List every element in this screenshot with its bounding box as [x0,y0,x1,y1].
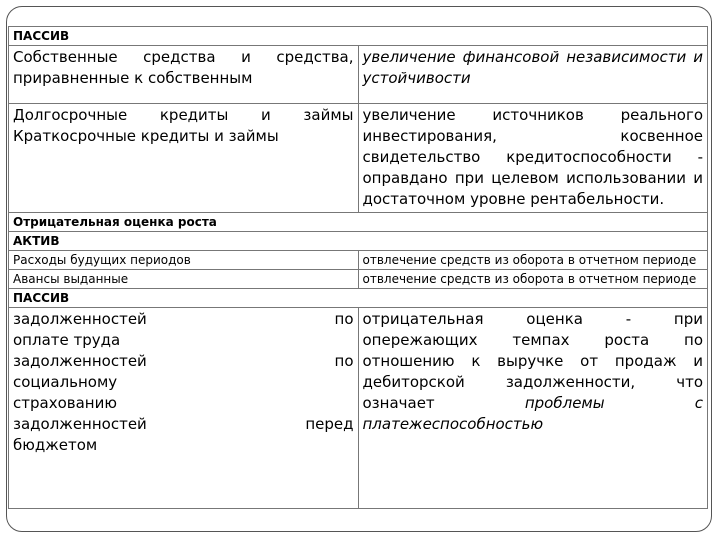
word: социальному [13,373,118,391]
word: страхованию [13,394,117,412]
advances-label: Авансы выданные [9,270,359,289]
word: и [693,48,703,66]
credits-description: увеличение источников реального инвестирования, косвенное свидетельство кредитоспособности - оправдано при целевом использовании и достаточном уровне рентабельности. [358,104,708,213]
negative-growth-header: Отрицательная оценка роста [9,213,708,232]
table-row [9,251,708,270]
word: перед [305,415,354,433]
word: финансовой [462,48,560,66]
table-row [9,46,708,104]
own-funds-label: Собственные средства и средства, приравненные к собственным [9,46,359,104]
passiv-header-2: ПАССИВ [9,289,708,308]
table-row [9,27,708,46]
passiv-header: ПАССИВ [9,27,708,46]
aktiv-header: АКТИВ [9,232,708,251]
word: задолженностей [13,415,147,433]
table-row [9,270,708,289]
table-row [9,104,708,213]
word: задолженностей [13,352,147,370]
word: увеличение [362,48,456,66]
table-row [9,308,708,509]
table-row [9,289,708,308]
future-expenses-label: Расходы будущих периодов [9,251,359,270]
debts-description [358,308,708,509]
debts-label [9,308,359,509]
own-funds-description [358,46,708,104]
word: бюджетом [13,436,98,454]
debts-text: отрицательная оценка - при опережающих темпах роста по отношению к выручке от продаж и дебиторской задолженности, что означает [362,310,703,412]
credits-label: Долгосрочные кредиты и займы Краткосрочные кредиты и займы [9,104,359,213]
word: задолженностей [13,310,147,328]
future-expenses-description: отвлечение средств из оборота в отчетном периоде [358,251,708,270]
analysis-table [8,26,708,509]
table-row [9,213,708,232]
word: по [334,352,354,370]
word: по [334,310,354,328]
word: независимости [566,48,687,66]
debts-text-italic: проблемы с платежеспособностью [362,394,703,433]
word: оплате труда [13,331,121,349]
advances-description: отвлечение средств из оборота в отчетном периоде [358,270,708,289]
own-funds-line2: устойчивости [362,69,471,87]
table-row [9,232,708,251]
